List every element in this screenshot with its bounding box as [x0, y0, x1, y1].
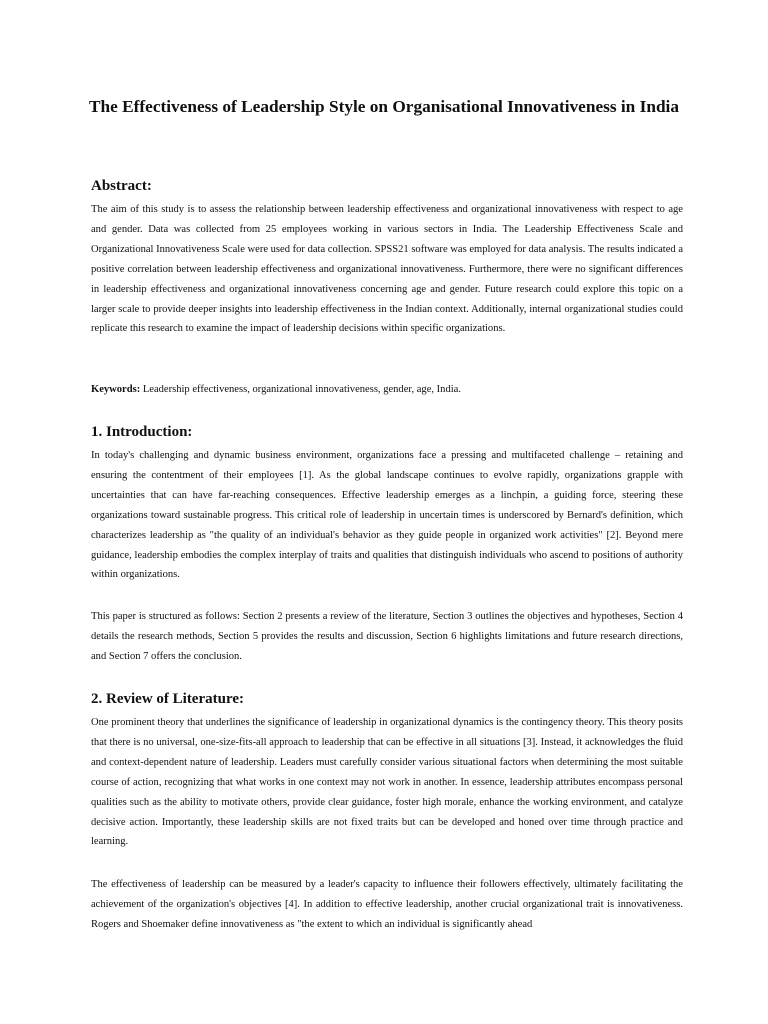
introduction-paragraph: In today's challenging and dynamic business environment, organizations face a pressing and multifaceted challenge – retaining and ensuring the contentment of their employees [1]. As the global landscape continues to evolve rapidly, organizations grapple with uncertainties that can have far-reaching consequences. Effective leadership emerges as a linchpin, a guiding force, steering these organizations toward sustainable progress. This critical role of leadership in uncertain times is underscored by Bernard's definition, which characterizes leadership as "the quality of an individual's behavior as they guide people in organized work activities" [2]. Beyond mere guidance, leadership embodies the complex interplay of traits and qualities that distinguish individuals who ascend to positions of authority within organizations.: [91, 450, 683, 581]
review-heading: 2. Review of Literature:: [91, 691, 245, 707]
keywords-text: Leadership effectiveness, organizational innovativeness, gender, age, India.: [140, 384, 461, 395]
keywords-line: [91, 380, 683, 400]
introduction-heading: 1. Introduction:: [91, 424, 193, 440]
abstract-heading: Abstract:: [91, 178, 152, 194]
keywords-label: Keywords:: [91, 384, 141, 395]
review-paragraph: The effectiveness of leadership can be measured by a leader's capacity to influence their followers effectively, ultimately facilitating the achievement of the organization's objectives [4]. In addition to effective leadership, another crucial organizational trait is innovativeness. Rogers and Shoemaker define innovativeness as "the extent to which an individual is significantly ahead: [91, 879, 683, 930]
review-paragraph: One prominent theory that underlines the significance of leadership in organizational dynamics is the contingency theory. This theory posits that there is no universal, one-size-fits-all approach to leadership that can be effective in all situations [3]. Instead, it acknowledges the fluid and context-dependent nature of leadership. Leaders must carefully consider various situational factors when determining the most suitable course of action, recognizing that what works in one context may not work in another. In essence, leadership attributes encompass personal qualities such as the ability to motivate others, provide clear guidance, foster high morale, enhance the working environment, and catalyze decisive action. Importantly, these leadership skills are not fixed traits but can be developed and honed over time through practice and learning.: [91, 717, 683, 848]
paper-title: The Effectiveness of Leadership Style on Organisational Innovativeness in India: [88, 97, 680, 116]
abstract-text: The aim of this study is to assess the relationship between leadership effectiveness and organizational innovativeness with respect to age and gender. Data was collected from 25 employees working in various sectors in India. The Leadership Effectiveness Scale and Organizational Innovativeness Scale were used for data collection. SPSS21 software was employed for data analysis. The results indicated a positive correlation between leadership effectiveness and organizational innovativeness. Furthermore, there were no significant differences in leadership effectiveness and organizational innovativeness concerning age and gender. Future research could explore this topic on a larger scale to provide deeper insights into leadership effectiveness in the Indian context. Additionally, internal organizational studies could replicate this research to examine the impact of leadership decisions within specific organizations.: [91, 204, 683, 335]
introduction-paragraph: This paper is structured as follows: Section 2 presents a review of the literature, Section 3 outlines the objectives and hypotheses, Section 4 details the research methods, Section 5 provides the results and discussion, Section 6 highlights limitations and future research directions, and Section 7 offers the conclusion.: [91, 611, 683, 662]
